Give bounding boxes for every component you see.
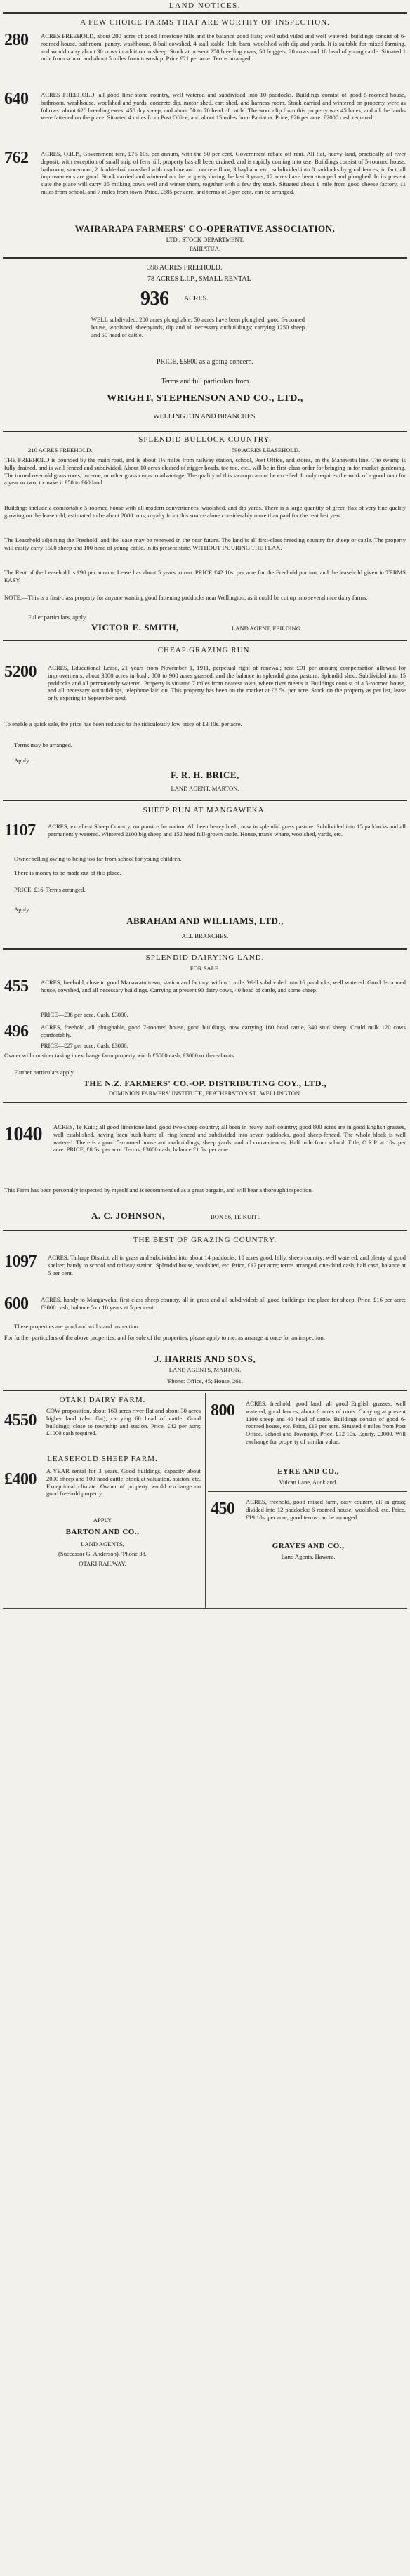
- bullock-text4: The Rent of the Leasehold is £90 per annum. Lease has about 5 years to run. PRICE £42 10s. per acre for the Freehold portion, and the leasehold given in TERMS EASY.: [4, 569, 406, 583]
- dairy-text-455: ACRES, freehold, close to good Manawatu town, station and factory, within 1 mile. Well subdivided into 16 paddocks, well watered. Good 8-roomed house, cowshed, and all necessary buildings. Carrying at present 90 dairy cows, 40 head of cattle, and some sheep.: [41, 979, 406, 993]
- wright-price: PRICE, £5800 as a going concern.: [156, 358, 254, 366]
- otaki-apply: APPLY: [93, 1517, 112, 1524]
- grazing-terms: Terms may be arranged.: [14, 741, 72, 748]
- mangaweka-text: ACRES, excellent Sheep Country, on pumice formation. All been heavy bush, now in splendid grass pasture. Subdivided into 15 paddocks and all permanently watered. Wintered 2100 big sheep and 152 head full-grown cattle. House, man's whare, woolshed, yards, etc.: [48, 823, 406, 838]
- harris-text-1097: ACRES, Taihape District, all in grass and subdivided into about 14 paddocks; 10 acres good, hilly, sheep country; well watered, and plenty of good shelter; handy to school and railway station. Splendid house, woolshed, etc. Price, £12 per acre; terms arranged, one-third cash, half cash, balance at 5 per cent.: [48, 1254, 406, 1276]
- dairy-firm-sub: DOMINION FARMERS' INSTITUTE, FEATHERSTON ST., WELLINGTON.: [108, 1090, 302, 1097]
- mangaweka-apply: Apply: [14, 906, 29, 913]
- wright-line2: 78 ACRES L.I.P., SMALL RENTAL: [147, 275, 251, 283]
- eyre-number: 800: [211, 1401, 235, 1420]
- harris-terms: For further particulars of the above properties, and for sole of the properties, please apply to me, as arrange at once for an inspection.: [4, 1334, 325, 1341]
- rule-7: [3, 1229, 407, 1231]
- rule-6: [3, 1102, 407, 1104]
- grazing-agent-role: LAND AGENT, MARTON.: [171, 785, 239, 792]
- bullock-text2: Buildings include a comfortable 5-roomed house with all modern conveniences, woolshed, and dip yards. There is a large quantity of green flax of very fine quality growing on the leasehold, estimated to be about 2000 tons; royalty from this source alone considerably more than paid for the rent last year.: [4, 504, 406, 519]
- bullock-further: Fuller particulars, apply: [28, 614, 86, 621]
- grazing-apply: Apply: [14, 757, 29, 764]
- kuiti-agent: A. C. JOHNSON,: [91, 1210, 165, 1221]
- mangaweka-agent: ABRAHAM AND WILLIAMS, LTD.,: [126, 916, 284, 926]
- dairy-number-496: 496: [4, 1022, 29, 1041]
- header-rule: [3, 12, 407, 14]
- otaki-firm: BARTON AND CO.,: [65, 1528, 140, 1536]
- ad-text-280: ACRES FREEHOLD, about 200 acres of good limestone hills and the balance good flats; well subdivided and well watered; buildings consist of 6-roomed house, bathroom, pantry, washhouse, 8-bail cowshed, 4-stall stable, loft, barn, woolshed with dip and yards. It is suitable for mixed farming, and would carry about 30 cows in addition to sheep. Stock at present 250 breeding ewes, 50 hoggets, 20 cows and 10 head of young cattle. Situated 1 mile from school and about 5 miles from township. Price £21 per acre. Terms arranged.: [41, 32, 406, 62]
- kuiti-number: 1040: [4, 1123, 42, 1145]
- ad-text-640: ACRES FREEHOLD, all good lime-stone country, well watered and subdivided into 10 paddocks. Buildings consist of good 5-roomed house, bathroom, washhouse, woolshed and yards, concrete dip, motor shed, cart shed, and harness room. Stock carried and wintered on property were as follows: about 620 breeding ewes, 450 dry sheep, and about 50 to 70 head of cattle. The wool clip from this property was 45 bales, and all the lambs were fattened on the place. Situated 4 miles from Post Office, and about 15 miles from Pahiatua. Price, £26 per acre. £2000 cash required.: [41, 91, 406, 121]
- kuiti-agent-addr: BOX 56, TE KUITI.: [211, 1213, 261, 1220]
- rule-4: [3, 800, 407, 802]
- section-title-bullock: SPLENDID BULLOCK COUNTRY.: [138, 435, 272, 444]
- dairy-text2-496: Owner will consider taking in exchange farm property worth £5000 cash, £3000 or thereabouts.: [4, 1052, 236, 1059]
- section-title-harris: THE BEST OF GRAZING COUNTRY.: [133, 1236, 277, 1244]
- bullock-sub-right: 590 ACRES LEASEHOLD.: [232, 447, 300, 454]
- section-title-mangaweka: SHEEP RUN AT MANGAWEKA.: [143, 806, 267, 814]
- ad-number-762: 762: [4, 149, 29, 167]
- mangaweka-price: PRICE, £16. Terms arranged.: [14, 886, 86, 893]
- bullock-sub-left: 210 ACRES FREEHOLD.: [28, 447, 93, 454]
- otaki-number: 4550: [4, 1411, 37, 1429]
- section-title-otaki: OTAKI DAIRY FARM.: [59, 1396, 146, 1404]
- page-header: LAND NOTICES.: [169, 1, 241, 10]
- rule-1: [3, 257, 407, 259]
- ad-number-640: 640: [4, 90, 29, 108]
- grazing-agent: F. R. H. BRICE,: [171, 770, 239, 780]
- harris-text-600: ACRES, handy to Mangaweka, first-class sheep country, all in grass and all subdivided; all good buildings; the place for sheep. Price, £16 per acre; £3000 cash, balance 5 or 10 years at 5 per cent.: [41, 1296, 406, 1311]
- rule-5: [3, 948, 407, 950]
- wright-line1: 398 ACRES FREEHOLD.: [147, 264, 223, 272]
- harris-firm: J. HARRIS AND SONS,: [154, 1354, 256, 1364]
- dairy-firm: THE N.Z. FARMERS' CO.-OP. DISTRIBUTING COY., LTD.,: [83, 1078, 327, 1088]
- wright-number: 936: [140, 288, 169, 310]
- leasehold-number: £400: [4, 1470, 37, 1488]
- firm-wairarapa-town: PAHIATUA.: [189, 245, 221, 252]
- dairy-price-455: PRICE—£36 per acre. Cash, £3000.: [41, 1011, 128, 1018]
- firm-wairarapa: WAIRARAPA FARMERS' CO-OPERATIVE ASSOCIATION,: [74, 223, 336, 234]
- mangaweka-text3: There is money to be made out of this place.: [14, 869, 121, 876]
- wright-firm-sub: WELLINGTON AND BRANCHES.: [153, 413, 257, 421]
- section-title-choice-farms: A FEW CHOICE FARMS THAT ARE WORTHY OF INSPECTION.: [80, 18, 330, 27]
- bullock-agent: VICTOR E. SMITH,: [91, 622, 179, 633]
- graves-text: ACRES, freehold, good mixed farm, easy country, all in grass; divided into 12 paddocks; 6-roomed house, woolshed, etc. Price, £19 10s. per acre; good terms can be arranged.: [246, 1498, 406, 1521]
- harris-phone: 'Phone: Office, 45; House, 261.: [166, 1378, 244, 1385]
- graves-number: 450: [211, 1500, 235, 1518]
- otaki-firm-succ: (Successor G. Anderson). 'Phone 38.: [58, 1550, 147, 1557]
- bullock-text3: The Leasehold adjoining the Freehold; and the lease may be renewed in the near future. The land is all first-class breeding country for sheep or cattle. The property will easily carry 1500 sheep and 100 head of young cattle, in its present state. WITHOUT INJURING THE FLAX.: [4, 536, 406, 551]
- section-title-dairying: SPLENDID DAIRYING LAND.: [145, 953, 265, 962]
- dairying-subtitle: FOR SALE.: [190, 965, 220, 972]
- wright-text: WELL subdivided; 200 acres ploughable; 50 acres have been ploughed; good 6-roomed house, woolshed, sheepyards, dip and all necessary outbuildings; carrying 1250 sheep and 50 head of cattle.: [91, 316, 305, 338]
- dairy-further: Further particulars apply: [14, 1069, 74, 1076]
- wright-terms: Terms and full particulars from: [161, 378, 249, 385]
- harris-number-600: 600: [4, 1295, 29, 1313]
- bottom-rule: [3, 1608, 407, 1609]
- harris-firm-sub: LAND AGENTS, MARTON.: [168, 1366, 242, 1373]
- eyre-rule: [208, 1491, 407, 1492]
- ad-text-762: ACRES, O.R.P., Government rent, £76 10s. per annum, with the 50 per cent. Government rebate off rent. All flat, heavy land, practically all river deposit, with exception of small strip of fern hill; property has all been drained, and is rapidly coming into use. Buildings consist of 5-roomed house, bathroom, storeroom, 2 double-bail cowshed with machine and concrete floor, 3 haybarn, etc.; subdivided into 8 paddocks by good fences; in fact, all improvements are good. Stock carried and wintered on the property during the last 3 years, 12 acres have been stumped and ploughed. In its present state the place will carry 35 milking cows well and winter them, together with a few dry stock. Situated about 1 mile from good cheese factory, 11 miles from school, and 7 miles from town. Price, £685 per acre, and terms of 3 per cent. can be arranged.: [41, 150, 406, 195]
- rule-3: [3, 640, 407, 642]
- leasehold-text: A YEAR rental for 3 years. Good buildings, capacity about 2000 sheep and 100 head cattle; stock at valuation, station, etc. Exceptional climate. Owner of property would exchange on good freehold property.: [46, 1467, 201, 1498]
- dairy-number-455: 455: [4, 977, 29, 996]
- harris-text2-600: These properties are good and will stand inspection.: [14, 1323, 140, 1330]
- harris-number-1097: 1097: [4, 1253, 37, 1271]
- column-divider: [205, 1393, 206, 1608]
- grazing-text: ACRES, Educational Lease, 21 years from November 1, 1911, perpetual right of renewal; rent £91 per annum; compensation allowed for improvements; about 3000 acres in bush, 800 to 900 acres grassed, and the balance in splendid grass pasture. Splendid shed. Subdivided into 15 paddocks and all permanently watered. Property is situated 7 miles from nearest town, where river meet's it. Buildings consist of a 5-roomed house, and all necessary outbuildings, telephone laid on. This property has been on the market at £6 5s. per acre. Stock on the property as per list, lease only expiring in September next.: [48, 664, 406, 702]
- mangaweka-text2: Owner selling owing to being too far from school for young children.: [14, 855, 182, 862]
- mangaweka-number: 1107: [4, 821, 36, 840]
- kuiti-text: ACRES, Te Kuiti; all good limestone land, good two-sheep country; all been in heavy bush country; good 800 acres are in good English grasses, well established, having been bush-burn; all ring-fenced and subdivided into seven paddocks, good sheep-fenced. The whole block is well watered. There is a good 5-roomed house and outbuildings, sheep yards, and all conveniences. Half mile from school. Title, O.R.P. at 10s. per acre. PRICE, £8 5s. per acre. Terms, £3000 cash, balance £1 5s. per acre.: [53, 1123, 406, 1154]
- bullock-text1: THE FREEHOLD is bounded by the main road, and is about 1½ miles from railway station, school, Post Office, and stores, on the Manawatu line. The swamp is fully drained, and is well fenced and subdivided. About 10 acres cleared of nigger heads, toe toe, etc., will be in first-class order for bringing in for market gardening. The turned over old grass roots, lucerne, or other grass crops to advantage. The quality of this swamp cannot be excelled. It only requires the work of a good man for a year or two, to make it £50 to £60 land.: [4, 456, 406, 487]
- grazing-text2: To enable a quick sale, the price has been reduced to the ridiculously low price of £3 10s. per acre.: [4, 720, 242, 727]
- graves-agent-addr: Land Agents, Hawera.: [281, 1553, 336, 1560]
- graves-agent: GRAVES AND CO.,: [272, 1542, 345, 1550]
- dairy-text-496: ACRES, freehold, all ploughable, good 7-roomed house, good buildings, now carrying 160 head cattle, 340 stud sheep. Could milk 120 cows comfortably.: [41, 1024, 406, 1038]
- eyre-text: ACRES, freehold, good land, all good English grasses, well watered, good fences, about 6 acres of roots. Carrying at present 1100 sheep and 40 head of cattle. Buildings consist of good 6-roomed house, etc. Price, £13 per acre. Situated 4 miles from Post Office, School and Township. Price, £12 10s. Equity, £3000. Will exchange for property of similar value.: [246, 1400, 406, 1445]
- eyre-agent: EYRE AND CO.,: [277, 1467, 339, 1476]
- bullock-note: NOTE.—This is a first-class property for anyone wanting good fattening paddocks near Wellington, as it could be cut up into several nice dairy farms.: [4, 594, 368, 601]
- kuiti-text2: This Farm has been personally inspected by myself and is recommended as a great bargain, and will bear a thorough inspection.: [4, 1187, 313, 1194]
- otaki-text: COW proposition, about 160 acres river flat and about 30 acres higher land (also flat); carrying 60 head of cattle. Good buildings; close to township and station. Price, £42 per acre; £1000 cash required.: [46, 1407, 201, 1437]
- grazing-number: 5200: [4, 663, 37, 681]
- otaki-firm-town: OTAKI RAILWAY.: [79, 1560, 126, 1567]
- wright-firm: WRIGHT, STEPHENSON AND CO., LTD.,: [107, 393, 303, 404]
- dairy-price-496: PRICE—£27 per acre. Cash, £3000.: [41, 1042, 128, 1049]
- wright-number-word: ACRES.: [184, 295, 209, 303]
- section-title-leasehold: LEASEHOLD SHEEP FARM.: [47, 1455, 158, 1463]
- firm-wairarapa-sub: LTD., STOCK DEPARTMENT,: [166, 236, 244, 243]
- mangaweka-agent-sub: ALL BRANCHES.: [181, 932, 229, 939]
- bullock-agent-role: LAND AGENT, FEILDING.: [232, 625, 303, 632]
- section-title-grazing: CHEAP GRAZING RUN.: [157, 646, 253, 654]
- otaki-firm-sub: LAND AGENTS,: [81, 1540, 124, 1547]
- ad-number-280: 280: [4, 31, 29, 49]
- rule-8: [3, 1390, 407, 1392]
- rule-2: [3, 430, 407, 432]
- eyre-agent-addr: Vulcan Lane, Auckland.: [279, 1479, 338, 1486]
